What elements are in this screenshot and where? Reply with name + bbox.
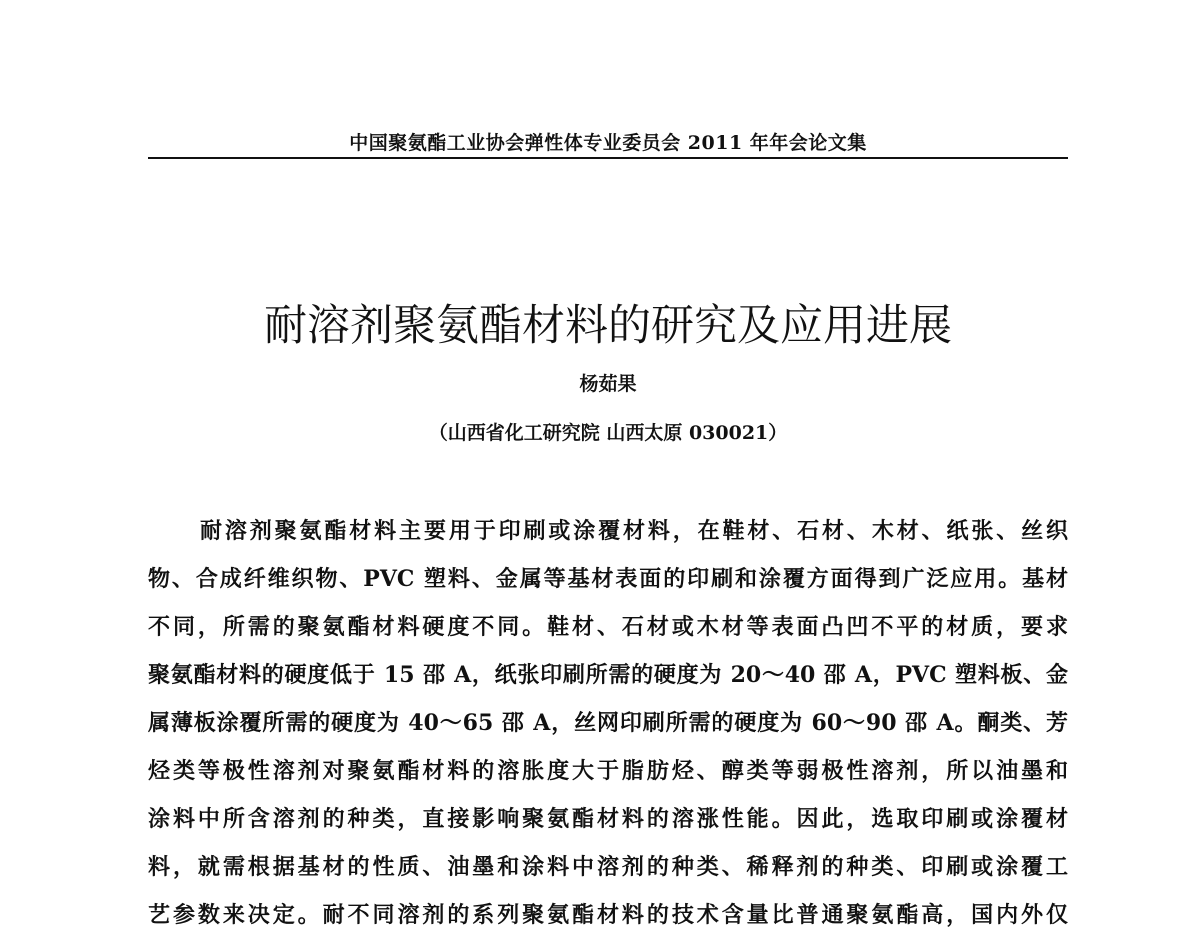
body-line: 涂料中所含溶剂的种类，直接影响聚氨酯材料的溶涨性能。因此，选取印刷或涂覆材: [148, 806, 1068, 832]
body-line: 物、合成纤维织物、PVC 塑料、金属等基材表面的印刷和涂覆方面得到广泛应用。基材: [148, 566, 1068, 592]
body-line: 聚氨酯材料的硬度低于 15 邵 A，纸张印刷所需的硬度为 20～40 邵 A，PVC 塑料板、金: [148, 662, 1068, 688]
header-rule: [148, 157, 1068, 159]
body-line: 耐溶剂聚氨酯材料主要用于印刷或涂覆材料，在鞋材、石材、木材、纸张、丝织: [200, 518, 1068, 544]
body-line: 艺参数来决定。耐不同溶剂的系列聚氨酯材料的技术含量比普通聚氨酯高，国内外仅: [148, 902, 1068, 928]
body-line: 属薄板涂覆所需的硬度为 40～65 邵 A，丝网印刷所需的硬度为 60～90 邵 A。酮类、芳: [148, 710, 1068, 736]
body-line: 不同，所需的聚氨酯材料硬度不同。鞋材、石材或木材等表面凸凹不平的材质，要求: [148, 614, 1068, 640]
body-line: 烃类等极性溶剂对聚氨酯材料的溶胀度大于脂肪烃、醇类等弱极性溶剂，所以油墨和: [148, 758, 1068, 784]
author-affiliation: （山西省化工研究院 山西太原 030021）: [428, 422, 788, 444]
paper-title: 耐溶剂聚氨酯材料的研究及应用进展: [264, 301, 952, 351]
body-line: 料，就需根据基材的性质、油墨和涂料中溶剂的种类、稀释剂的种类、印刷或涂覆工: [148, 854, 1068, 880]
running-header: 中国聚氨酯工业协会弹性体专业委员会 2011 年年会论文集: [349, 132, 867, 154]
body-paragraph: [148, 518, 1068, 950]
author-name: 杨茹果: [579, 373, 637, 395]
